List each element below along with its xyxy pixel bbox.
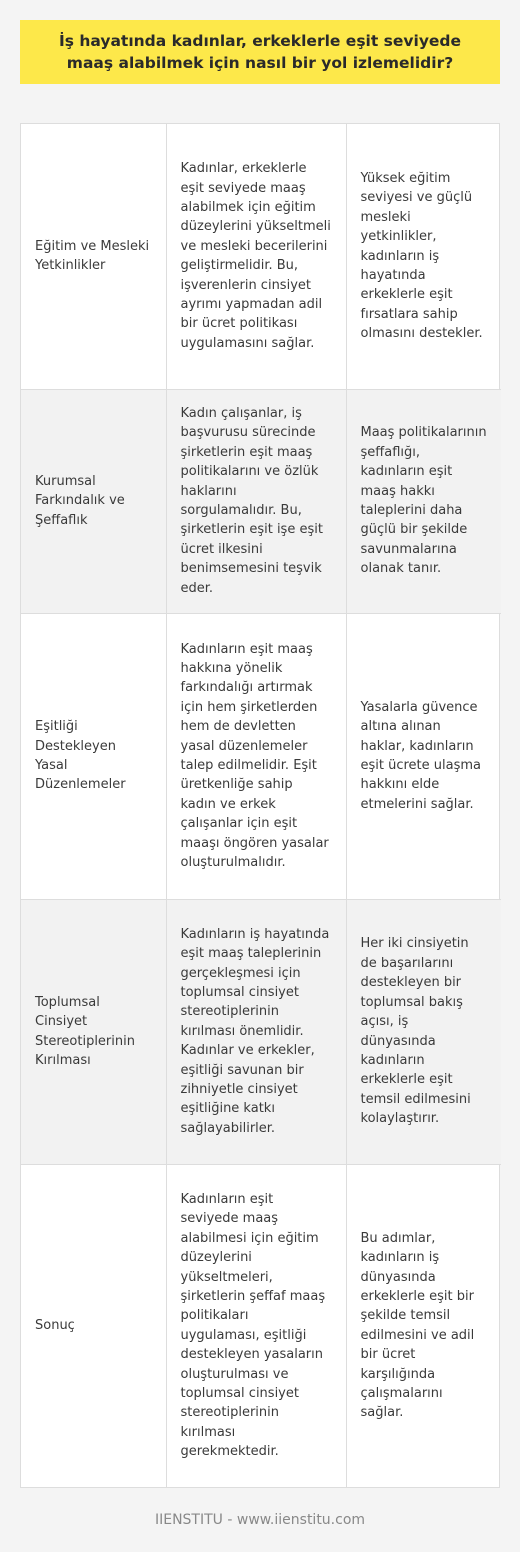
table-row xyxy=(21,899,501,1164)
row-outcome: Bu adımlar, kadınların iş dünyasında erkeklerle eşit bir şekilde temsil edilmesini ve adil bir ücret karşılığında çalışmalarını sağlar. xyxy=(346,1164,501,1487)
table-row xyxy=(21,613,501,899)
table-row xyxy=(21,1164,501,1487)
row-topic: Sonuç xyxy=(35,1318,75,1334)
row-outcome: Her iki cinsiyetin de başarılarını destekleyen bir toplumsal bakış açısı, iş dünyasında kadınların erkeklerle eşit temsil edilmesini kolaylaştırır. xyxy=(346,899,501,1164)
row-topic: Eğitim ve Mesleki Yetkinlikler xyxy=(21,124,166,389)
row-topic: Toplumsal Cinsiyet Stereotiplerinin Kırılması xyxy=(21,899,166,1164)
row-description: Kadınlar, erkeklerle eşit seviyede maaş alabilmek için eğitim düzeylerini yükseltmeli ve mesleki becerilerini geliştirmelidir. Bu, işverenlerin cinsiyet ayrımı yapmadan adil bir ücret politikası uygulamasını sağlar. xyxy=(166,124,346,389)
row-topic: Kurumsal Farkındalık ve Şeffaflık xyxy=(21,389,166,613)
row-description: Kadınların eşit seviyede maaş alabilmesi için eğitim düzeylerini yükseltmeleri, şirketlerin şeffaf maaş politikaları uygulaması, eşitliği destekleyen yasaların oluşturulması ve toplumsal cinsiyet stereotiplerinin kırılması gerekmektedir. xyxy=(166,1164,346,1487)
row-description: Kadın çalışanlar, iş başvurusu sürecinde şirketlerin eşit maaş politikalarını ve özlük haklarını sorgulamalıdır. Bu, şirketlerin eşit işe eşit ücret ilkesini benimsemesini teşvik eder. xyxy=(166,389,346,613)
page-title: İş hayatında kadınlar, erkeklerle eşit seviyede maaş alabilmek için nasıl bir yol izlemelidir? xyxy=(58,32,462,72)
content-table xyxy=(20,123,500,1488)
title-banner xyxy=(20,20,500,84)
row-outcome: Maaş politikalarının şeffaflığı, kadınların eşit maaş hakkı taleplerini daha güçlü bir şekilde savunmalarına olanak tanır. xyxy=(346,389,501,613)
row-outcome: Yüksek eğitim seviyesi ve güçlü mesleki yetkinlikler, kadınların iş hayatında erkeklerle eşit fırsatlara sahip olmasını destekler. xyxy=(346,124,501,389)
row-description: Kadınların iş hayatında eşit maaş taleplerinin gerçekleşmesi için toplumsal cinsiyet stereotiplerinin kırılması önemlidir. Kadınlar ve erkekler, eşitliği savunan bir zihniyetle cinsiyet eşitliğine katkı sağlayabilirler. xyxy=(166,899,346,1164)
row-outcome: Yasalarla güvence altına alınan haklar, kadınların eşit ücrete ulaşma hakkını elde etmelerini sağlar. xyxy=(346,613,501,899)
row-description: Kadınların eşit maaş hakkına yönelik farkındalığı artırmak için hem şirketlerden hem de devletten yasal düzenlemeler talep edilmelidir. Eşit üretkenliğe sahip kadın ve erkek çalışanlar için eşit maaşı öngören yasalar oluşturulmalıdır. xyxy=(166,613,346,899)
footer-credit: IIENSTITU - www.iienstitu.com xyxy=(154,1512,366,1528)
table-row xyxy=(21,389,501,613)
table-row xyxy=(21,124,501,389)
row-topic: Eşitliği Destekleyen Yasal Düzenlemeler xyxy=(21,613,166,899)
